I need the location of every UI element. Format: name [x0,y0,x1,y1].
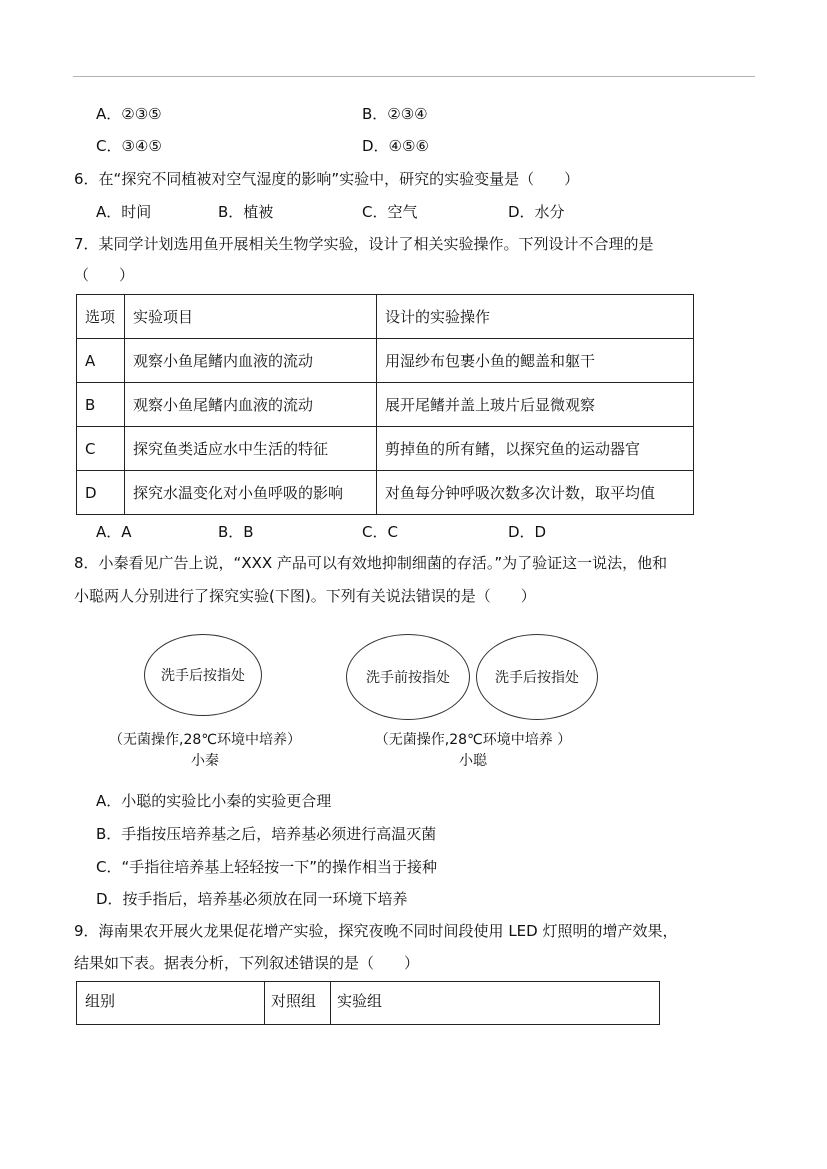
q7-option-b[interactable]: B．B [218,523,254,541]
q7-cell-option: C [77,427,125,471]
q5-option-c[interactable]: C．③④⑤ [96,137,162,155]
q7-cell-project: 探究鱼类适应水中生活的特征 [125,427,377,471]
q6-option-a[interactable]: A．时间 [96,203,152,221]
q7-option-a[interactable]: A．A [96,523,132,541]
dish-label: 洗手后按指处 [495,670,579,686]
q9-table [76,981,660,1025]
q8-option-c[interactable]: C．“手指往培养基上轻轻按一下”的操作相当于接种 [96,858,438,876]
q7-header-option: 选项 [77,295,125,339]
q7-table [76,294,694,515]
q6-option-c[interactable]: C．空气 [362,203,418,221]
petri-dish-xiaoqin [144,634,262,716]
table-row [77,339,694,383]
caption-xiaoqin-condition: （无菌操作,28℃环境中培养） [109,732,301,748]
q9-header-experiment: 实验组 [331,982,660,1025]
table-row [77,471,694,515]
petri-dish-xiaocong-after [476,634,598,720]
table-row [77,427,694,471]
q7-cell-project: 探究水温变化对小鱼呼吸的影响 [125,471,377,515]
q9-header-control: 对照组 [265,982,331,1025]
q5-option-a[interactable]: A．②③⑤ [96,105,162,123]
q9-header-group: 组别 [77,982,265,1025]
q7-cell-project: 观察小鱼尾鳍内血液的流动 [125,339,377,383]
q7-cell-operation: 用湿纱布包裹小鱼的鳃盖和躯干 [377,339,694,383]
q8-option-d[interactable]: D．按手指后，培养基必须放在同一环境下培养 [96,890,408,908]
q7-header-operation: 设计的实验操作 [377,295,694,339]
table-row [77,383,694,427]
header-rule [73,76,755,77]
q8-option-b[interactable]: B．手指按压培养基之后，培养基必须进行高温灭菌 [96,825,437,843]
q9-table-header-row [77,982,660,1025]
q8-stem-line1: 8．小秦看见广告上说，“XXX 产品可以有效地抑制细菌的存活。”为了验证这一说法，他和 [74,554,668,572]
caption-xiaocong-condition: （无菌操作,28℃环境中培养 ） [374,732,572,748]
caption-xiaoqin-name: 小秦 [191,753,219,769]
q7-option-c[interactable]: C．C [362,523,398,541]
q7-cell-option: D [77,471,125,515]
q7-cell-project: 观察小鱼尾鳍内血液的流动 [125,383,377,427]
q9-stem-line1: 9．海南果农开展火龙果促花增产实验，探究夜晚不同时间段使用 LED 灯照明的增产效果， [74,922,678,940]
q6-stem: 6．在“探究不同植被对空气湿度的影响”实验中，研究的实验变量是（ ） [74,170,580,188]
q7-stem-line1: 7．某同学计划选用鱼开展相关生物学实验，设计了相关实验操作。下列设计不合理的是 [74,235,654,253]
q8-option-a[interactable]: A．小聪的实验比小秦的实验更合理 [96,792,332,810]
q6-option-b[interactable]: B．植被 [218,203,274,221]
q7-cell-option: B [77,383,125,427]
dish-label: 洗手前按指处 [366,670,450,686]
petri-dish-xiaocong-before [346,634,470,720]
q7-cell-option: A [77,339,125,383]
q7-stem-line2: （ ） [74,266,135,284]
dish-label: 洗手后按指处 [161,668,245,684]
q7-table-header-row [77,295,694,339]
q7-header-project: 实验项目 [125,295,377,339]
q6-option-d[interactable]: D．水分 [508,203,565,221]
q8-stem-line2: 小聪两人分别进行了探究实验(下图)。下列有关说法错误的是（ ） [74,587,536,605]
q7-cell-operation: 对鱼每分钟呼吸次数多次计数，取平均值 [377,471,694,515]
q5-option-b[interactable]: B．②③④ [362,105,428,123]
q7-option-d[interactable]: D．D [508,523,547,541]
q9-stem-line2: 结果如下表。据表分析，下列叙述错误的是（ ） [74,954,420,972]
q7-cell-operation: 剪掉鱼的所有鳍，以探究鱼的运动器官 [377,427,694,471]
q7-cell-operation: 展开尾鳍并盖上玻片后显微观察 [377,383,694,427]
caption-xiaocong-name: 小聪 [459,753,487,769]
q5-option-d[interactable]: D．④⑤⑥ [362,137,429,155]
